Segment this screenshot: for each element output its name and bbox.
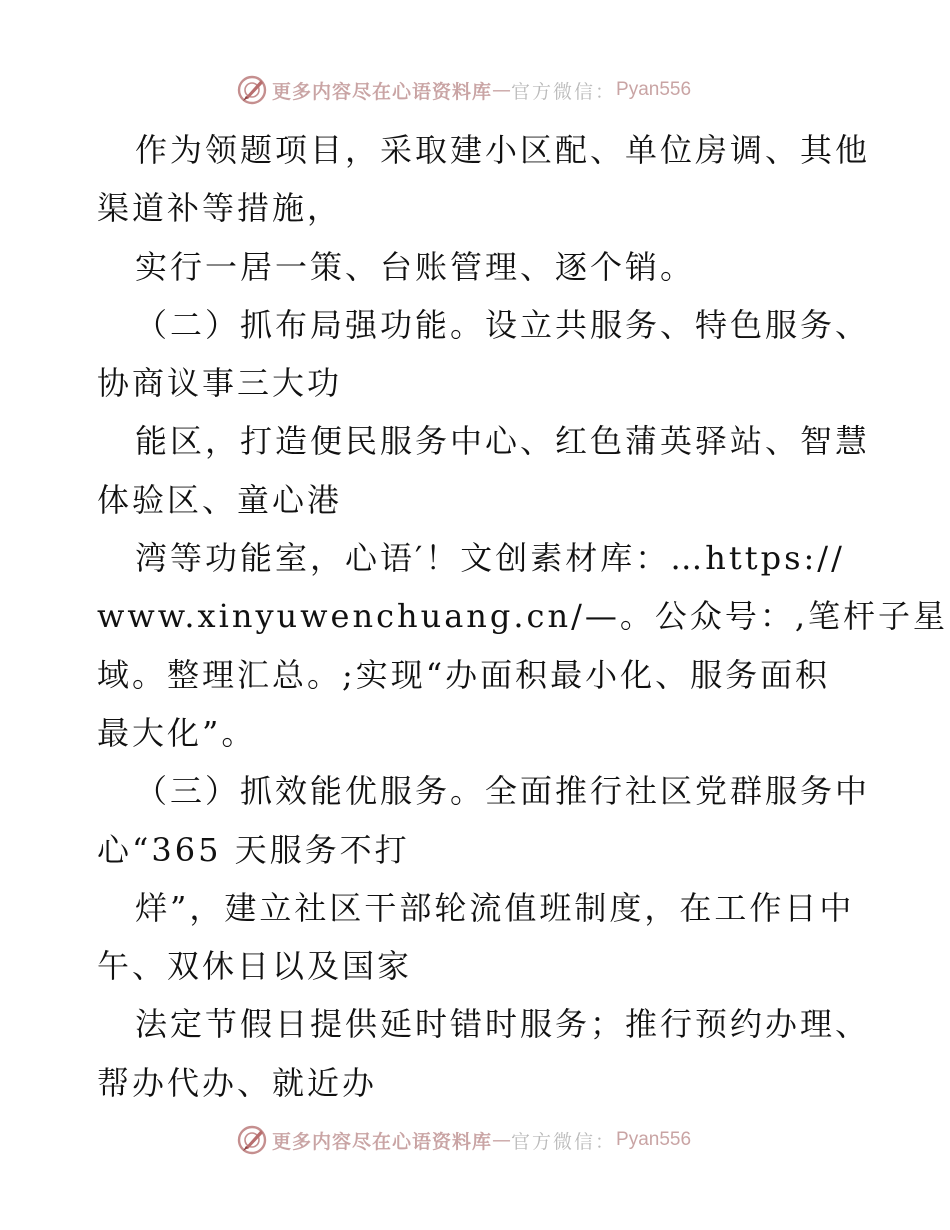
text-line: 实行一居一策、台账管理、逐个销。 [135,247,696,286]
text-line: 体验区、童心港 [97,480,343,519]
text-line: 帮办代办、就近办 [97,1063,378,1102]
footer-watermark [236,1123,691,1157]
watermark-dash: — [492,79,512,101]
watermark-wechat-id: Pyan556 [616,79,692,100]
watermark-dash: — [492,1129,512,1151]
text-line: 渠道补等措施， [97,189,343,228]
text-line: 法定节假日提供延时错时服务；推行预约办理、 [135,1005,871,1044]
watermark-official-label: 官方微信： [511,1130,617,1153]
text-line: 域。整理汇总。;实现“办面积最小化、服务面积 [97,655,831,694]
text-line: 作为领题项目，采取建小区配、单位房调、其他 [135,131,871,169]
text-line: 能区，打造便民服务中心、红色蒲英驿站、智慧 [135,422,871,461]
watermark-official-label: 官方微信： [511,80,617,103]
watermark-wechat-id: Pyan556 [616,1129,692,1150]
watermark-brand-text: 更多内容尽在心语资料库 [272,1130,493,1153]
text-line: 协商议事三大功 [97,364,343,403]
text-line: 湾等功能室，心语′！文创素材库：…https:// [135,539,845,578]
quill-circle-logo-icon [236,74,268,106]
text-line: www.xinyuwenchuang.cn/—。公众号：,笔杆子星 [97,597,949,636]
header-watermark [236,73,691,107]
watermark-brand-text: 更多内容尽在心语资料库 [272,80,493,103]
text-line: （二）抓布局强功能。设立共服务、特色服务、 [135,305,871,344]
text-line: （三）抓效能优服务。全面推行社区党群服务中 [135,772,871,811]
text-line: 午、双休日以及国家 [97,947,413,986]
text-line: 最大化”。 [97,713,257,752]
document-body [97,121,949,1112]
text-line: 烊”，建立社区干部轮流值班制度，在工作日中 [135,888,855,927]
text-line: 心“365 天服务不打 [97,830,410,869]
quill-circle-logo-icon [236,1124,268,1156]
